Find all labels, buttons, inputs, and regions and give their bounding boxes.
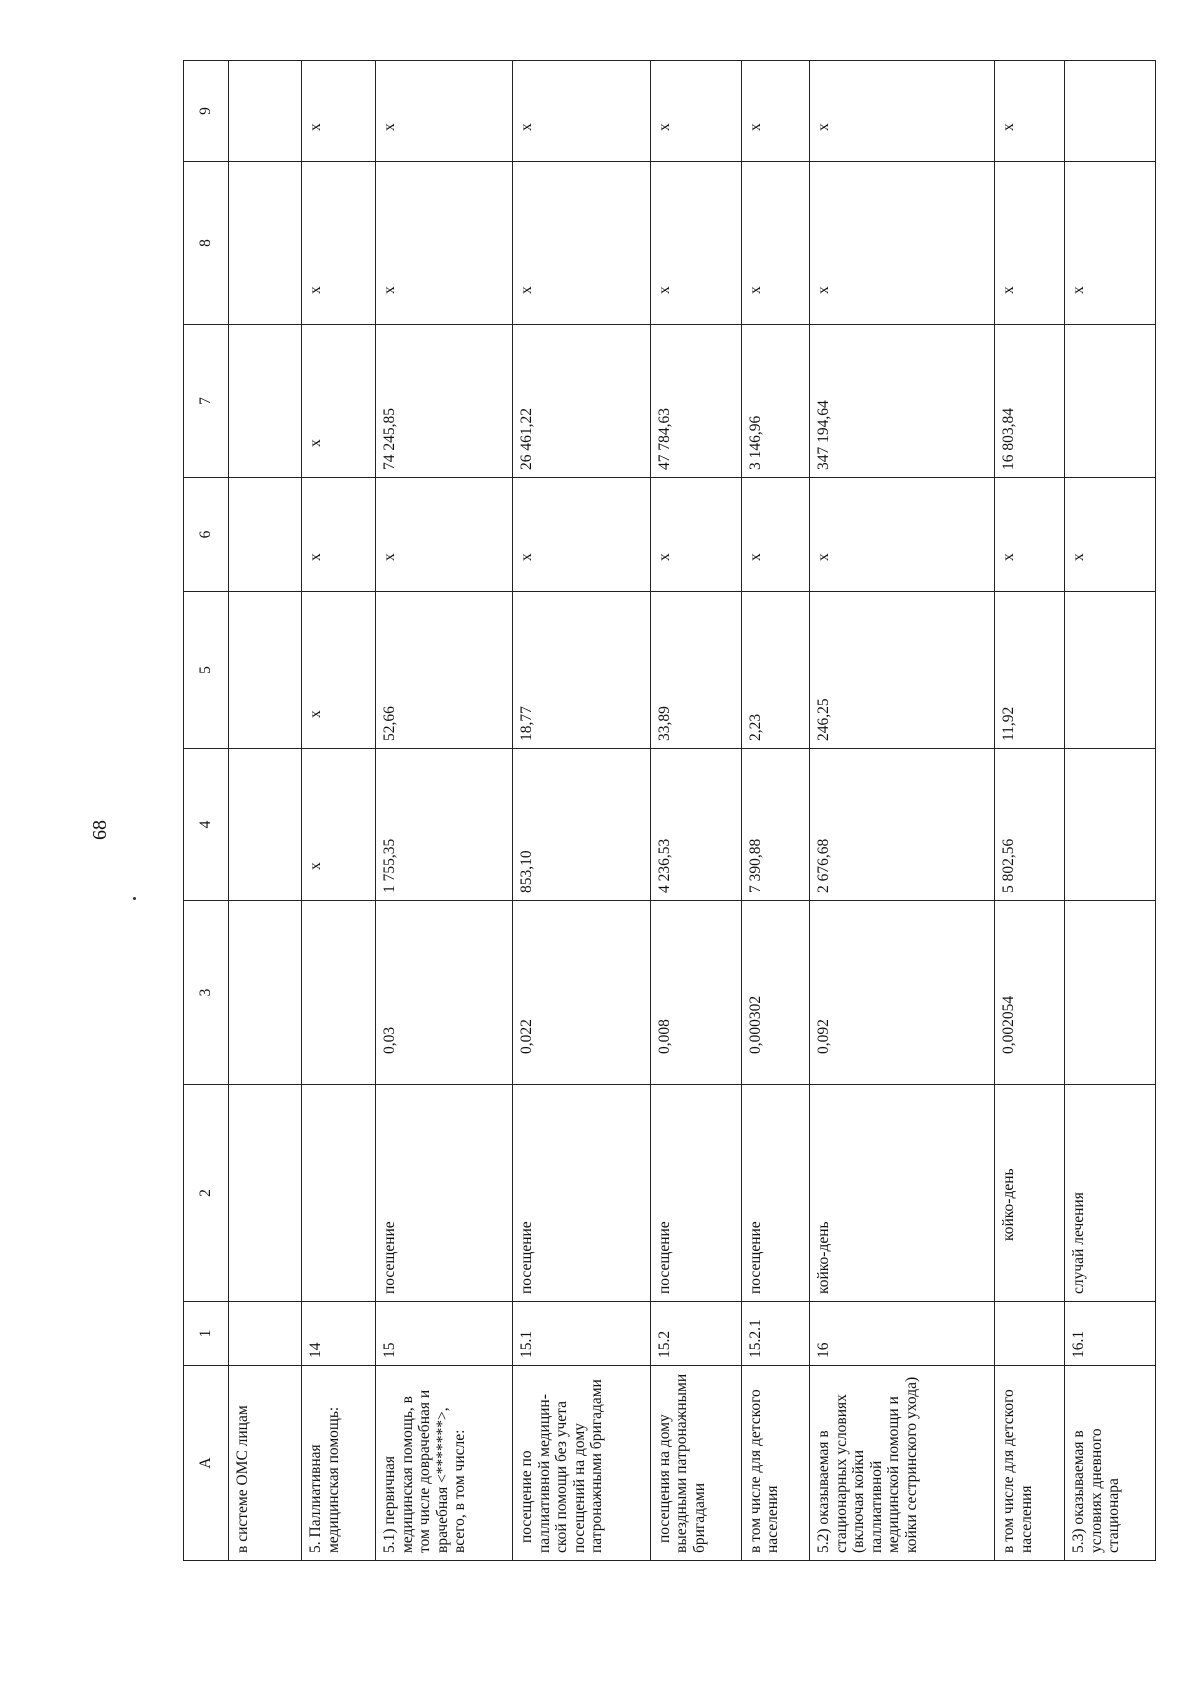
value-cell: 1 755,35 [376,749,513,901]
row-number: 14 [302,1302,376,1366]
value-cell: 52,66 [376,592,513,749]
value-cell [228,325,301,478]
value-cell: 4 236,53 [650,749,741,901]
value-cell: x [810,478,995,592]
value-cell [228,61,301,162]
value-cell [228,901,301,1085]
value-cell: 26 461,22 [513,325,651,478]
value-cell [1065,749,1156,901]
table-row [513,61,651,1561]
row-number: 16.1 [1065,1302,1156,1366]
unit-cell [228,1085,301,1302]
data-table [183,60,1156,1561]
unit-cell: койко-день [995,1085,1065,1302]
row-number [228,1302,301,1366]
value-cell: x [741,61,810,162]
row-label: в том числе для детского населения [995,1366,1065,1561]
value-cell [1065,61,1156,162]
value-cell: 2 676,68 [810,749,995,901]
value-cell: 853,10 [513,749,651,901]
table-row [376,61,513,1561]
value-cell: x [302,61,376,162]
header-cell-5: 5 [184,592,229,749]
value-cell: 5 802,56 [995,749,1065,901]
table-row [650,61,741,1561]
value-cell: x [810,162,995,325]
unit-cell: посещение [741,1085,810,1302]
value-cell [1065,592,1156,749]
value-cell: 0,022 [513,901,651,1085]
value-cell: x [650,61,741,162]
header-cell-9: 9 [184,61,229,162]
value-cell: x [1065,162,1156,325]
value-cell: x [302,325,376,478]
value-cell: 0,002054 [995,901,1065,1085]
unit-cell: случай лечения [1065,1085,1156,1302]
value-cell [1065,901,1156,1085]
value-cell: x [302,749,376,901]
value-cell: 0,03 [376,901,513,1085]
row-label: в системе ОМС лицам [228,1366,301,1561]
value-cell: x [650,162,741,325]
unit-cell: посещение [376,1085,513,1302]
value-cell: x [513,162,651,325]
row-number: 15.2.1 [741,1302,810,1366]
value-cell [302,901,376,1085]
header-cell-3: 3 [184,901,229,1085]
value-cell: x [302,162,376,325]
unit-cell: посещение [650,1085,741,1302]
header-cell-2: 2 [184,1085,229,1302]
value-cell: 2,23 [741,592,810,749]
value-cell: 7 390,88 [741,749,810,901]
row-number: 15 [376,1302,513,1366]
header-cell-6: 6 [184,478,229,592]
value-cell: 246,25 [810,592,995,749]
unit-cell: посещение [513,1085,651,1302]
unit-cell: койко-день [810,1085,995,1302]
row-number [995,1302,1065,1366]
row-number: 15.2 [650,1302,741,1366]
value-cell: x [741,162,810,325]
value-cell: x [513,61,651,162]
value-cell: x [1065,478,1156,592]
row-number: 16 [810,1302,995,1366]
value-cell: 47 784,63 [650,325,741,478]
value-cell [228,478,301,592]
table-wrapper [183,61,1156,1561]
value-cell: 18,77 [513,592,651,749]
value-cell: 11,92 [995,592,1065,749]
value-cell: x [376,478,513,592]
value-cell [228,749,301,901]
page-number: 68 [89,820,111,840]
value-cell: x [650,478,741,592]
header-row [184,61,229,1561]
table-row [1065,61,1156,1561]
value-cell: x [513,478,651,592]
value-cell: x [302,592,376,749]
value-cell: 16 803,84 [995,325,1065,478]
header-cell-4: 4 [184,749,229,901]
table-row [228,61,301,1561]
value-cell: 0,092 [810,901,995,1085]
value-cell [1065,325,1156,478]
row-label: в том числе для детского населения [741,1366,810,1561]
value-cell: x [810,61,995,162]
value-cell: 0,008 [650,901,741,1085]
row-label: 5.3) оказываемая в условиях дневного стационара [1065,1366,1156,1561]
row-label: 5.1) первичная медицинская помощь, в том числе доврачебная и врачебная <*******>, всего, в том числе: [376,1366,513,1561]
value-cell: 33,89 [650,592,741,749]
value-cell [228,162,301,325]
value-cell: 74 245,85 [376,325,513,478]
row-label: 5.2) оказываемая в стационарных условиях (включая койки паллиативной медицинской помощи и койки сестринского ухода) [810,1366,995,1561]
value-cell: x [741,478,810,592]
header-cell-8: 8 [184,162,229,325]
value-cell: x [995,162,1065,325]
row-label: посещение по паллиативной медицин-ской помощи без учета посещений на дому патронажными бригадами [513,1366,651,1561]
row-label: 5. Паллиативная медицинская помощь: [302,1366,376,1561]
value-cell: 0,000302 [741,901,810,1085]
table-row [810,61,995,1561]
table-row [995,61,1065,1561]
row-number: 15.1 [513,1302,651,1366]
value-cell: x [995,478,1065,592]
value-cell: 347 194,64 [810,325,995,478]
value-cell: x [376,162,513,325]
value-cell: x [376,61,513,162]
value-cell: x [302,478,376,592]
table-row [741,61,810,1561]
header-cell-1: 1 [184,1302,229,1366]
table-row [302,61,376,1561]
value-cell [228,592,301,749]
value-cell: 3 146,96 [741,325,810,478]
value-cell: x [995,61,1065,162]
row-label: посещения на дому выездными патронажными бригадами [650,1366,741,1561]
header-cell-7: 7 [184,325,229,478]
scan-speck [133,897,136,900]
header-cell-a: А [184,1366,229,1561]
unit-cell [302,1085,376,1302]
